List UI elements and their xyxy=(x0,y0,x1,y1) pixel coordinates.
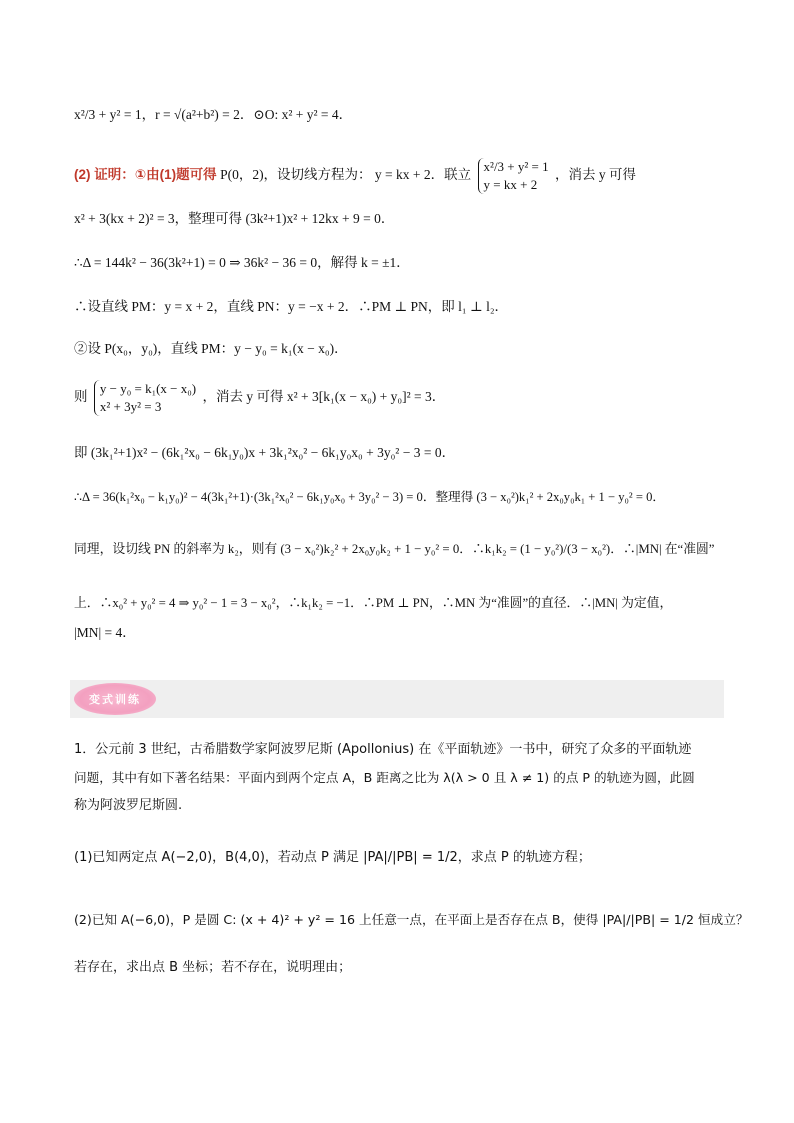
solution-line-9: ∴Δ = 36(k₁²x₀ − k₁y₀)² − 4(3k₁²+1)·(3k₁²x₀² − 6k₁y₀x₀ + 3y₀² − 3) = 0．整理得 (3 − x₀²)k₁² + 2x₀y₀k₁ + 1 − y₀² = 0． xyxy=(74,490,665,504)
solution-line-11: 上．∴x₀² + y₀² = 4 ⇒ y₀² − 1 = 3 − x₀²，∴k₁k₂ = −1．∴PM ⊥ PN，∴MN 为“准圆”的直径．∴|MN| 为定值， xyxy=(74,596,673,610)
question-1: (1)已知两定点 A(−2,0)，B(4,0)，若动点 P 满足 |PA|/|PB| = 1/2，求点 P 的轨迹方程； xyxy=(74,850,591,865)
system-1-bottom: y = kx + 2 xyxy=(483,177,538,192)
system-2-bottom: x² + 3y² = 3 xyxy=(99,399,162,414)
solution-line-2 xyxy=(74,158,636,194)
then-label: 则 xyxy=(74,389,88,405)
section-header-bar xyxy=(70,680,724,718)
proof-intro-tail: ，消去 y 可得 xyxy=(555,167,636,183)
solution-line-5: ∴设直线 PM：y = x + 2，直线 PN：y = −x + 2．∴PM ⊥ PN，即 l₁ ⊥ l₂． xyxy=(74,299,509,314)
solution-line-10: 同理，设切线 PN 的斜率为 k₂，则有 (3 − x₀²)k₂² + 2x₀y₀k₂ + 1 − y₀² = 0．∴k₁k₂ = (1 − y₀²)/(3 − x₀²)．∴|MN| 在“准圆” xyxy=(74,542,715,556)
solution-line-4: ∴Δ = 144k² − 36(3k²+1) = 0 ⇒ 36k² − 36 = 0，解得 k = ±1． xyxy=(74,255,410,270)
question-2: (2)已知 A(−6,0)，P 是圆 C: (x + 4)² + y² = 16 上任意一点，在平面上是否存在点 B，使得 |PA|/|PB| = 1/2 恒成立？ xyxy=(74,912,749,927)
problem-line-1: 1．公元前 3 世纪，古希腊数学家阿波罗尼斯 (Apollonius) 在《平面轨迹》一书中，研究了众多的平面轨迹 xyxy=(74,742,692,757)
solution-line-3: x² + 3(kx + 2)² = 3，整理可得 (3k²+1)x² + 12kx + 9 = 0． xyxy=(74,211,395,226)
equation-system-1 xyxy=(478,158,549,194)
solution-line-1: x²/3 + y² = 1，r = √(a²+b²) = 2．⊙O: x² + y² = 4． xyxy=(74,107,353,122)
proof-label: (2) 证明：①由(1)题可得 xyxy=(74,167,217,183)
solution-line-12: |MN| = 4． xyxy=(74,625,136,640)
problem-line-3: 称为阿波罗尼斯圆. xyxy=(74,798,183,813)
problem-line-2: 问题，其中有如下著名结果：平面内到两个定点 A，B 距离之比为 λ(λ > 0 且 λ ≠ 1) 的点 P 的轨迹为圆，此圆 xyxy=(74,770,695,785)
solution-line-8: 即 (3k₁²+1)x² − (6k₁²x₀ − 6k₁y₀)x + 3k₁²x₀² − 6k₁y₀x₀ + 3y₀² − 3 = 0． xyxy=(74,445,456,460)
question-2-continued: 若存在，求出点 B 坐标；若不存在，说明理由； xyxy=(74,960,352,975)
solution-line-6: ②设 P(x₀，y₀)，直线 PM：y − y₀ = k₁(x − x₀)． xyxy=(74,341,348,356)
eliminate-text: ，消去 y 可得 x² + 3[k₁(x − x₀) + y₀]² = 3． xyxy=(202,389,446,405)
system-2-top: y − y₀ = k₁(x − x₀) xyxy=(99,381,197,396)
equation-system-2 xyxy=(94,380,196,416)
proof-intro-math: P(0，2)，设切线方程为： y = kx + 2．联立 xyxy=(220,167,472,183)
solution-line-7 xyxy=(74,380,445,416)
variant-training-badge: 变式训练 xyxy=(74,683,156,715)
system-1-top: x²/3 + y² = 1 xyxy=(483,159,549,174)
